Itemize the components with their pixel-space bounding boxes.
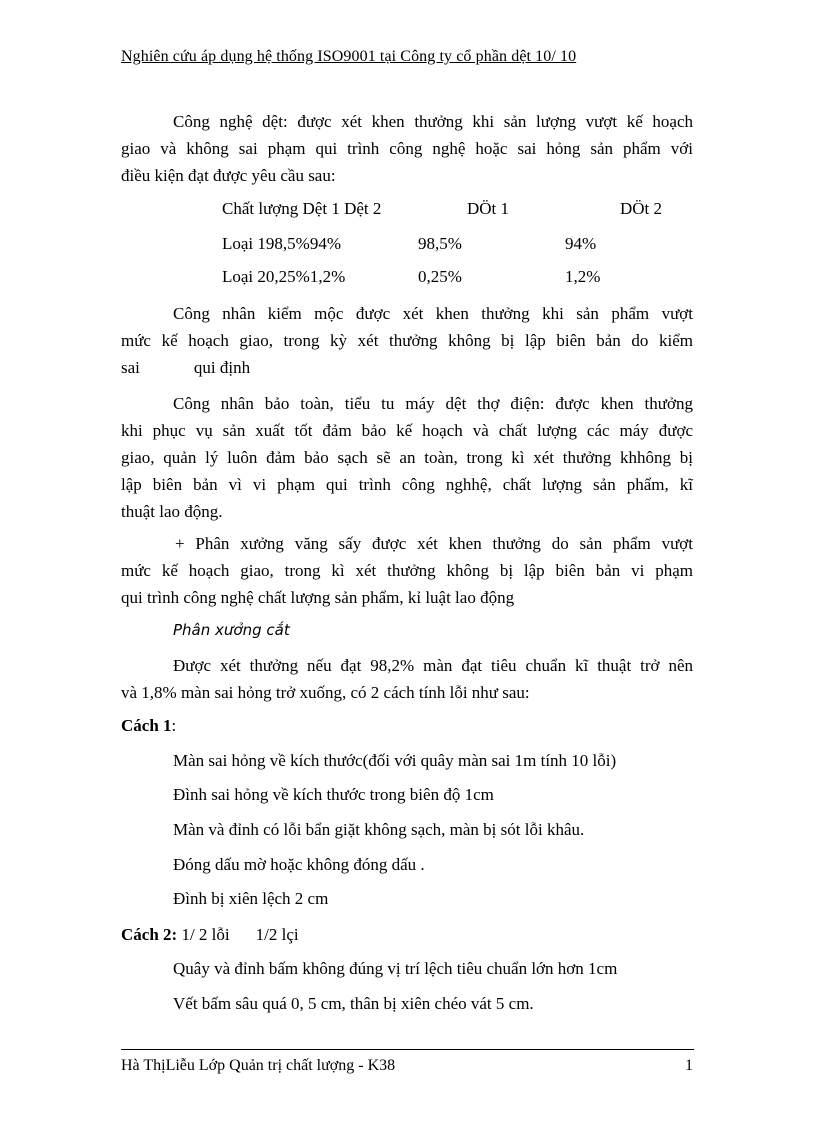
text-line [121,354,693,381]
text-line: Được xét thưởng nếu đạt 98,2% màn đạt tiêu chuẩn kĩ thuật trở nên [173,656,693,675]
paragraph-xet-thuong [121,652,693,706]
text-line: giao, quản lý luôn đảm bảo sạch sẽ an toàn, trong kì xét thưởng khhông bị [121,448,693,467]
text-fragment: qui định [193,358,251,377]
text-line: thuật lao động. [121,502,223,521]
paragraph-kiem-moc [121,300,693,381]
table-cell: 1,2% [565,267,601,286]
cach-1-item: Đóng dấu mờ hoặc không đóng dấu . [173,855,425,874]
table-header-col1: Chất lượng Dệt 1 Dệt 2 [222,199,382,218]
cach-1-label: Cách 1 [121,716,172,735]
text-line: mức kế hoạch giao, trong kỳ xét thưởng không bị lập biên bản do kiểm [121,331,693,350]
text-fragment: sai [121,358,140,377]
cach-2-text: 1/2 lçi [255,925,299,944]
table-header-col2: DÖt 1 [467,199,510,218]
table-cell: 98,5% [418,234,462,253]
paragraph-vang-say [121,530,693,611]
paragraph-bao-toan [121,390,693,525]
text-line: mức kế hoạch giao, trong kì xét thưởng không bị lập biên bản vi phạm [121,561,693,580]
table-cell: 0,25% [418,267,462,286]
cach-1-item: Đình bị xiên lệch 2 cm [173,889,329,908]
cach-2-label: Cách 2: [121,925,178,944]
footer-divider [121,1049,694,1050]
text-line: + Phân xưởng văng sấy được xét khen thưởng do sản phẩm vượt [175,534,693,553]
paragraph-cong-nghe-det [121,108,693,189]
text-line: Công nghệ dệt: được xét khen thưởng khi sản lượng vượt kế hoạch [173,112,693,131]
subheading-phan-xuong-cat: Phân xưởng cắt [173,621,290,639]
text-line: qui trình công nghệ chất lượng sản phẩm, kỉ luật lao động [121,588,515,607]
text-line: và 1,8% màn sai hỏng trở xuống, có 2 cách tính lỗi như sau: [121,683,530,702]
cach-2-text: 1/ 2 lỗi [181,925,230,944]
cach-1-item: Màn sai hỏng về kích thước(đối với quây màn sai 1m tính 10 lỗi) [173,751,617,770]
cach-2-item: Quây và đỉnh bấm không đúng vị trí lệch tiêu chuẩn lớn hơn 1cm [173,959,618,978]
table-cell: Loại 198,5%94% [222,234,341,253]
text-line: giao và không sai phạm qui trình công nghệ hoặc sai hỏng sản phẩm với [121,139,693,158]
cach-2-heading [121,925,299,945]
footer-author: Hà ThịLiễu Lớp Quản trị chất lượng - K38 [121,1057,396,1074]
cach-1-item: Màn và đỉnh có lỗi bẩn giặt không sạch, màn bị sót lỗi khâu. [173,820,585,839]
cach-2-item: Vết bấm sâu quá 0, 5 cm, thân bị xiên chéo vát 5 cm. [173,994,534,1013]
text-line: khi phục vụ sản xuất tốt đảm bảo kế hoạch và chất lượng các máy được [121,421,693,440]
text-line: Công nhân kiểm mộc được xét khen thưởng khi sản phẩm vượt [173,304,693,323]
cach-1-colon: : [171,716,177,735]
cach-1-heading [121,716,176,736]
cach-1-item: Đình sai hỏng về kích thước trong biên độ 1cm [173,785,494,804]
table-cell: 94% [565,234,597,253]
text-line: điều kiện đạt được yêu cầu sau: [121,166,336,185]
table-cell: Loại 20,25%1,2% [222,267,346,286]
text-line: Công nhân bảo toàn, tiểu tu máy dệt thợ điện: được khen thưởng [173,394,693,413]
page-number: 1 [685,1057,693,1074]
table-header-col3: DÖt 2 [620,199,663,218]
page-header: Nghiên cứu áp dụng hệ thống ISO9001 tại Công ty cổ phần dệt 10/ 10 [121,48,577,65]
text-line: lập biên bản vì vi phạm qui trình công nghhệ, chất lượng sản phẩm, kĩ [121,475,693,494]
